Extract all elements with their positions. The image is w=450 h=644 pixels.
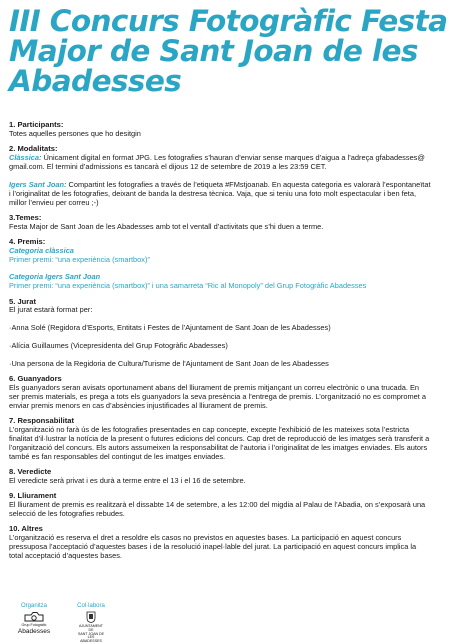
section-heading: 8. Veredicte	[9, 466, 52, 476]
collaborator-logo-line: AJUNTAMENT DE	[79, 624, 103, 632]
section-responsabilitat	[9, 417, 441, 462]
prize-classic: Primer premi: “una experiència (smartbox)”	[9, 254, 150, 264]
igers-text-line: millor l’envieu per correu ;-)	[9, 197, 99, 207]
category-classic: Categoria clàssica	[9, 245, 74, 255]
section-text-line: El lliurament de premis es realitzarà el dissabte 14 de setembre, a les 12:00 del migdia al Palau de l’Abadia, on s’exposarà una	[9, 499, 426, 509]
rules-body	[9, 121, 441, 567]
section-text-line: finalitat d’il·lustrar la notícia de la present o futures edicions del concurs. Cap dret de reproducció de les imatges serà transferit a	[9, 433, 430, 443]
igers-text: Compartint les fotografies a través de l’etiqueta #FMstjoanab. En aquesta categoria es valorarà l’espontaneïtat	[66, 179, 431, 189]
section-heading: 10. Altres	[9, 523, 43, 533]
jury-member: ·Una persona de la Regidoria de Cultura/Turisme de l’Ajuntament de Sant Joan de les Abadesses	[9, 358, 329, 368]
section-heading: 3.Temes:	[9, 212, 42, 222]
section-text-line: Els guanyadors seran avisats oportunament abans del lliurament de premis mitjançant un correu electrònic o una trucada. En	[9, 382, 419, 392]
jury-intro: El jurat estarà format per:	[9, 305, 93, 315]
section-text-line: L’organització no farà ús de les fotografies presentades en cap concepte, excepte l’exhibició de les mateixes sota l’estricta	[9, 424, 410, 434]
section-veredicte	[9, 468, 441, 486]
jury-member: ·Alícia Guillaumes (Vicepresidenta del Grup Fotogràfic Abadesses)	[9, 341, 228, 351]
section-modalitats	[9, 145, 441, 207]
section-heading: 2. Modalitats:	[9, 144, 58, 154]
section-heading: 1. Participants:	[9, 120, 64, 129]
section-heading: 5. Jurat	[9, 296, 37, 306]
section-heading: 6. Guanyadors	[9, 374, 62, 384]
section-text-line: L’organització es reserva el dret a resoldre els casos no previstos en aquestes bases. La participació en aquest concurs	[9, 532, 402, 542]
section-premis	[9, 238, 441, 291]
collabora-label: Col·labora	[77, 603, 105, 609]
organizer-logo-small: Grup Fotogràfic	[21, 623, 47, 627]
collaborator-block	[77, 603, 105, 644]
section-text-line: enviar premis menors en cas d’absències injustificades al lliurament de premis.	[9, 400, 268, 410]
section-text-line: pressuposa l’acceptació d’aquestes bases i de la resolució inapel·lable del jurat. La participació en aquest concurs implica la	[9, 541, 417, 551]
page-title	[9, 4, 448, 98]
section-temes	[9, 214, 441, 232]
title-line: Abadesses	[9, 64, 182, 98]
section-text-line: total acceptació d’aquestes bases.	[9, 550, 122, 560]
section-lliurament	[9, 492, 441, 519]
collaborator-logo-line: SANT JOAN DE	[77, 631, 105, 636]
section-text: El veredicte serà privat i es durà a terme entre el 13 i el 16 de setembre.	[9, 475, 246, 485]
organitza-label: Organitza	[20, 603, 47, 609]
section-guanyadors	[9, 375, 441, 411]
section-text-line: també es fan responsables del contingut de les imatges enviades.	[9, 451, 226, 461]
section-heading: 7. Responsabilitat	[9, 415, 74, 425]
section-text-line: l’organització del concurs. Els autors assumeixen la responsabilitat de l’autoria i l’originalitat de les imatges enviades. Els autors	[9, 442, 428, 452]
title-line: III Concurs Fotogràfic Festa	[9, 4, 448, 38]
category-igers: Categoria Igers Sant Joan	[9, 272, 101, 282]
organizer-block	[9, 603, 59, 635]
prize-igers: Primer premi: “una experiència (smartbox)” i una samarreta “Ric al Monopoly” del Grup Fotogràfic Abadesses	[9, 281, 367, 291]
section-participants	[9, 121, 441, 139]
classic-text: Únicament digital en format JPG. Les fotografies s’hauran d’enviar sense marques d’aigua a l’adreça gfabadesses@	[41, 153, 425, 163]
section-altres	[9, 525, 441, 561]
section-text: Festa Major de Sant Joan de les Abadesses amb tot el ventall d’activitats que s’hi duen a terme.	[9, 221, 324, 231]
section-text: Totes aquelles persones que ho desitgin	[9, 128, 141, 138]
town-crest-icon	[86, 611, 96, 623]
section-text-line: selecció de les fotografies rebudes.	[9, 508, 125, 518]
classic-text-line: gmail.com. El termini d’admissions es tancarà el dijous 12 de setembre de 2019 a les 23:59 CET.	[9, 161, 327, 171]
section-text-line: ser premis materials, es prega a tots els guanyadors la seva presència a l’entrega de premis. L’organització no es compromet a	[9, 391, 426, 401]
footer-logos	[9, 603, 209, 644]
classic-label: Clàssica:	[9, 153, 42, 163]
jury-member: ·Anna Solé (Regidora d’Esports, Entitats i Festes de l’Ajuntament de Sant Joan de les Abadesses)	[9, 323, 331, 333]
igers-label: Igers Sant Joan:	[9, 179, 67, 189]
section-heading: 9. Lliurament	[9, 490, 57, 500]
section-heading: 4. Premis:	[9, 236, 46, 246]
title-line: Major de Sant Joan de les	[9, 34, 418, 68]
collaborator-logo-line: LES ABADESSES	[80, 635, 102, 644]
organizer-logo-big: Abadesses	[17, 627, 51, 635]
section-jurat	[9, 298, 441, 369]
camera-icon	[23, 611, 45, 622]
igers-text-line: i l’originalitat de les fotografies, deixant de banda la destresa tècnica. Vaja, que si teniu una foto molt espectacular i ben feta,	[9, 188, 417, 198]
